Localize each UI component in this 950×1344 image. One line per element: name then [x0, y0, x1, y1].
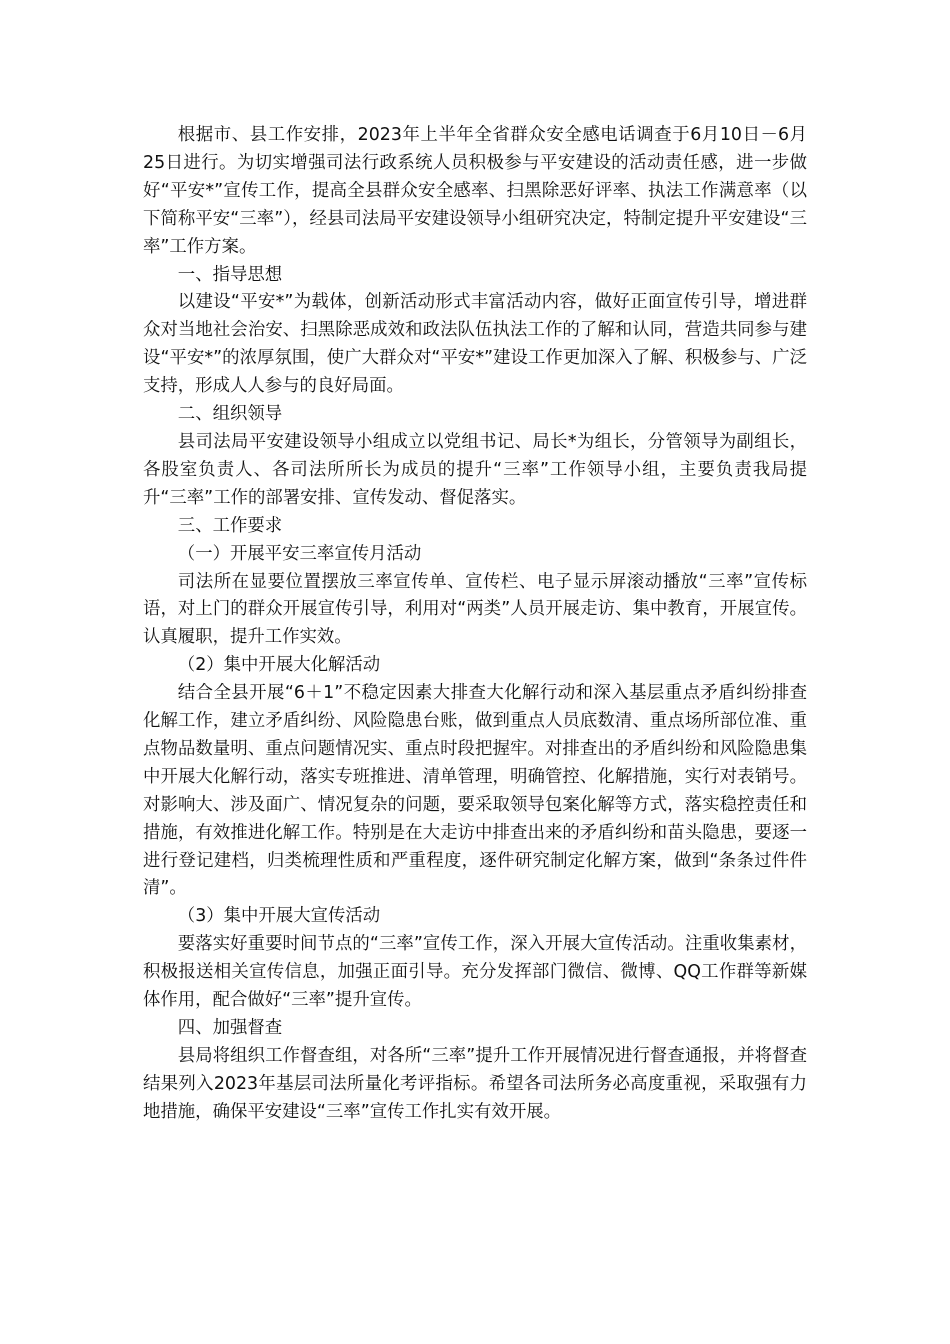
subsection-1-body: 司法所在显要位置摆放三率宣传单、宣传栏、电子显示屏滚动播放“三率”宣传标语，对上门的群众开展宣传引导，利用对“两类”人员开展走访、集中教育，开展宣传。认真履职，提升工作实效。 [143, 571, 807, 648]
subsection-3-title: （3）集中开展大宣传活动 [177, 906, 381, 927]
subsection-2-body: 结合全县开展“6＋1”不稳定因素大排查大化解行动和深入基层重点矛盾纠纷排查化解工作，建立矛盾纠纷、风险隐患台账，做到重点人员底数清、重点场所部位准、重点物品数量明、重点问题情况实、重点时段把握牢。对排查出的矛盾纠纷和风险隐患集中开展大化解行动，落实专班推进、清单管理，明确管控、化解措施，实行对表销号。对影响大、涉及面广、情况复杂的问题，要采取领导包案化解等方式，落实稳控责任和措施，有效推进化解工作。特别是在大走访中排查出来的矛盾纠纷和苗头隐患，要逐一进行登记建档，归类梳理性质和严重程度，逐件研究制定化解方案，做到“条条过件件清”。 [143, 683, 807, 899]
section-2-body: 县司法局平安建设领导小组成立以党组书记、局长*为组长，分管领导为副组长，各股室负责人、各司法所所长为成员的提升“三率”工作领导小组，主要负责我局提升“三率”工作的部署安排、宣传发动、督促落实。 [143, 431, 807, 508]
subsection-1-title: （一）开展平安三率宣传月活动 [177, 543, 422, 564]
section-1-body: 以建设“平安*”为载体，创新活动形式丰富活动内容，做好正面宣传引导，增进群众对当地社会治安、扫黑除恶成效和政法队伍执法工作的了解和认同，营造共同参与建设“平安*”的浓厚氛围，使广大群众对“平安*”建设工作更加深入了解、积极参与、广泛支持，形成人人参与的良好局面。 [143, 292, 807, 397]
subsection-2-title: （2）集中开展大化解活动 [177, 655, 381, 676]
section-4-body: 县局将组织工作督查组，对各所“三率”提升工作开展情况进行督查通报，并将督查结果列入2023年基层司法所量化考评指标。希望各司法所务必高度重视，采取强有力地措施，确保平安建设“三率”宣传工作扎实有效开展。 [143, 1045, 807, 1122]
section-3-title: 三、工作要求 [177, 515, 283, 536]
document-body [143, 122, 807, 1127]
subsection-3-body: 要落实好重要时间节点的“三率”宣传工作，深入开展大宣传活动。注重收集素材，积极报送相关宣传信息，加强正面引导。充分发挥部门微信、微博、QQ工作群等新媒体作用，配合做好“三率”提升宣传。 [143, 934, 807, 1011]
section-2-title: 二、组织领导 [177, 404, 283, 425]
intro-paragraph: 根据市、县工作安排，2023年上半年全省群众安全感电话调查于6月10日－6月25日进行。为切实增强司法行政系统人员积极参与平安建设的活动责任感，进一步做好“平安*”宣传工作，提高全县群众安全感率、扫黑除恶好评率、执法工作满意率（以下简称平安“三率”），经县司法局平安建设领导小组研究决定，特制定提升平安建设“三率”工作方案。 [143, 125, 807, 257]
section-4-title: 四、加强督查 [177, 1018, 283, 1038]
section-1-title: 一、指导思想 [177, 264, 283, 285]
